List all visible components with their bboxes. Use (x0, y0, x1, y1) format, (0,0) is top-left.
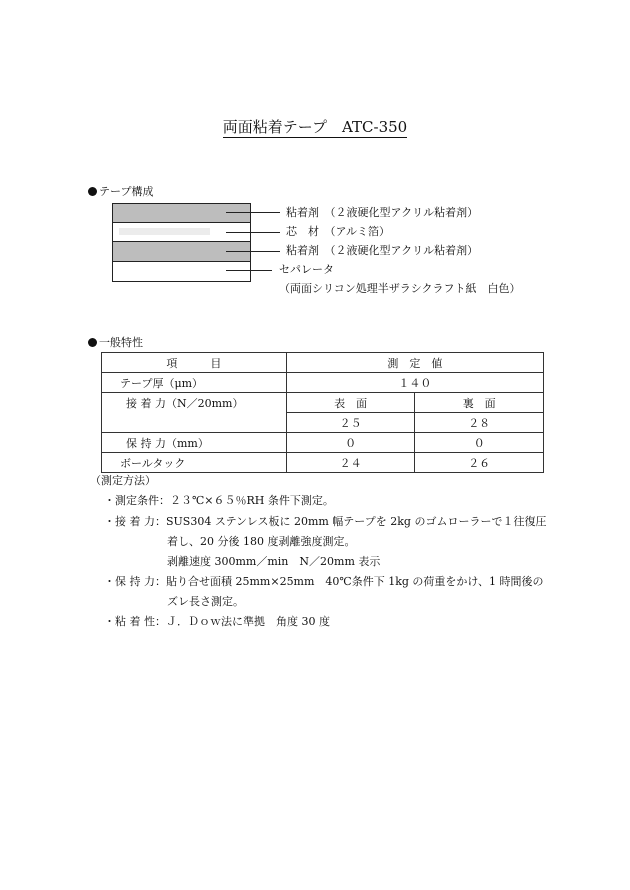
method-line-holding-1: ・保 持 力：貼り合せ面積 25mm×25mm 40℃条件下 1kg の荷重をかけ、1 時間後の (104, 575, 544, 588)
thickness-label: テープ厚（μm） (102, 373, 287, 393)
adhesion-front-value: ２５ (286, 413, 415, 433)
method-line-adhesion-1: ・接 着 力：SUS304 ステンレス板に 20mm 幅テープを 2kg のゴムローラーで１往復圧 (104, 515, 547, 528)
title-text: 両面粘着テープ ATC-350 (222, 118, 408, 136)
method-line-holding-2: ズレ長さ測定。 (167, 595, 244, 608)
adhesion-back-value: ２８ (415, 413, 544, 433)
thickness-value: １４０ (286, 373, 543, 393)
leader-line-3 (226, 251, 280, 252)
method-line-adhesion-3: 剥離速度 300mm／min N／20mm 表示 (167, 555, 381, 568)
adhesion-front-label: 表 面 (286, 393, 415, 413)
method-line-adhesion-2: 着し、20 分後 180 度剥離強度測定。 (167, 535, 356, 548)
bullet-icon (88, 338, 97, 347)
tack-back-value: ２６ (415, 453, 544, 473)
properties-heading-text: 一般特性 (99, 336, 143, 349)
separator-layer (112, 261, 251, 282)
document-title (0, 116, 630, 137)
method-heading: （測定方法） (90, 474, 156, 487)
header-item: 項 目 (102, 353, 287, 373)
adhesion-label: 接 着 力（N／20mm） (102, 393, 287, 433)
layer-label-separator: セパレータ (279, 263, 334, 276)
adhesion-back-label: 裏 面 (415, 393, 544, 413)
tack-front-value: ２４ (286, 453, 415, 473)
holding-front-value: ０ (286, 433, 415, 453)
structure-heading-text: テープ構成 (99, 185, 154, 198)
leader-line-4 (226, 270, 272, 271)
layer-label-adhesive-top: 粘着剤 （２液硬化型アクリル粘着剤） (286, 206, 479, 219)
table-row-adhesion-sub (102, 393, 544, 413)
foil-shade (119, 228, 210, 235)
holding-back-value: ０ (415, 433, 544, 453)
method-line-tack: ・粘 着 性：Ｊ．Ｄｏｗ法に準拠 角度 30 度 (104, 615, 330, 628)
adhesive-layer-top (112, 203, 251, 223)
layer-label-core: 芯 材 （アルミ箔） (286, 225, 391, 238)
layer-label-adhesive-bottom: 粘着剤 （２液硬化型アクリル粘着剤） (286, 244, 479, 257)
properties-table (101, 352, 544, 473)
header-value: 測 定 値 (286, 353, 543, 373)
properties-heading (88, 334, 143, 350)
method-line-conditions: ・測定条件：２３℃×６５％RH 条件下測定。 (104, 494, 334, 507)
table-row-tack (102, 453, 544, 473)
bullet-icon (88, 187, 97, 196)
separator-note: （両面シリコン処理半ザラシクラフト紙 白色） (279, 282, 521, 295)
table-row-thickness (102, 373, 544, 393)
holding-label: 保 持 力（mm） (102, 433, 287, 453)
leader-line-2 (226, 232, 280, 233)
table-row-holding (102, 433, 544, 453)
table-header-row (102, 353, 544, 373)
tack-label: ボールタック (102, 453, 287, 473)
structure-heading (88, 183, 153, 199)
leader-line-1 (226, 212, 280, 213)
